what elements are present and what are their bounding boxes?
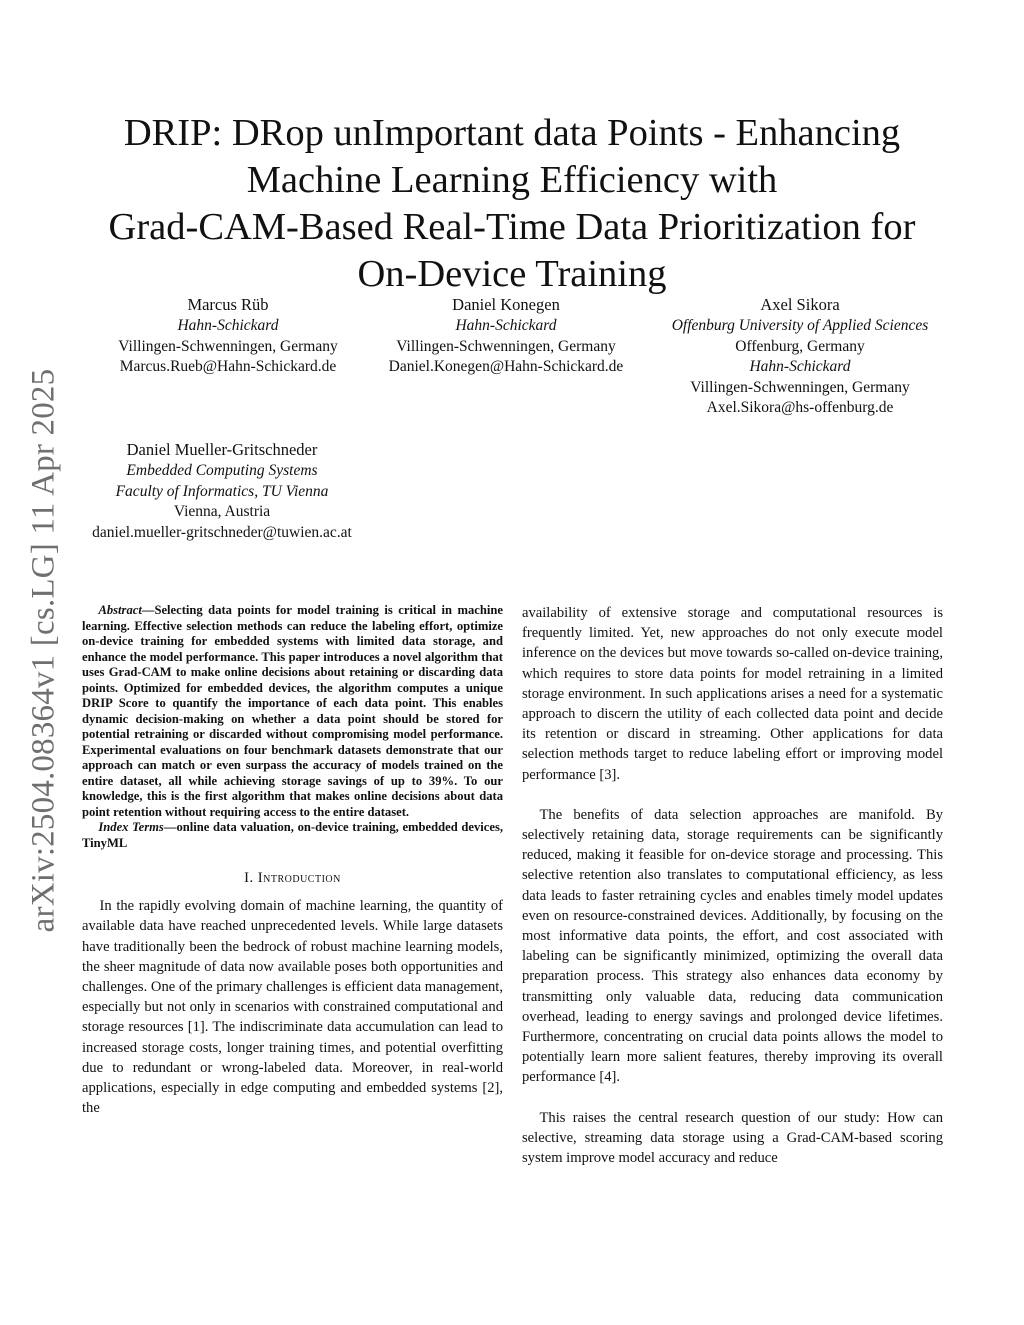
author-block — [366, 294, 646, 378]
left-column — [82, 603, 503, 1118]
author-name: Marcus Rüb — [187, 295, 269, 314]
author-affiliation: Embedded Computing Systems — [126, 462, 318, 479]
title-line: DRIP: DRop unImportant data Points - Enhancing — [123, 111, 901, 154]
author-affiliation: Hahn-Schickard — [177, 317, 279, 334]
title-line: Machine Learning Efficiency with — [246, 158, 778, 201]
author-email[interactable]: daniel.mueller-gritschneder@tuwien.ac.at — [92, 523, 352, 541]
title-line: On-Device Training — [357, 252, 667, 295]
right-column — [522, 603, 943, 1168]
arxiv-identifier-stamp[interactable] — [16, 355, 72, 945]
paper-title — [60, 110, 964, 298]
index-terms-label: Index Terms — [98, 820, 164, 834]
abstract — [82, 603, 503, 820]
author-location: Villingen-Schwenningen, Germany — [396, 337, 616, 355]
author-name: Daniel Konegen — [452, 295, 560, 314]
body-paragraph: availability of extensive storage and computational resources is frequently limited. Yet, new approaches do not only execute model inference on the devices but move towards so-called on-device training, which requires to store data points for model retraining in a limited storage environment. In such applications arises a need for a systematic approach to discern the utility of each collected data point and decide its retention or discard in streaming. Other applications for data selection methods target to reduce labeling effort or improving model performance [3]. — [522, 605, 943, 783]
author-location: Villingen-Schwenningen, Germany — [118, 337, 338, 355]
index-terms-text: —online data valuation, on-device training, embedded devices, TinyML — [82, 820, 503, 850]
author-block — [72, 439, 372, 543]
author-location: Villingen-Schwenningen, Germany — [690, 378, 910, 396]
section-heading-introduction: I. Introduction — [244, 870, 341, 886]
author-email[interactable]: Axel.Sikora@hs-offenburg.de — [706, 399, 894, 416]
title-line: Grad-CAM-Based Real-Time Data Prioritization for — [108, 205, 916, 248]
abstract-text: Selecting data points for model training is critical in machine learning. Effective selection methods can reduce the labeling effort, optimize on-device training for embedded systems with limited data storage, and enhance the model performance. This paper introduces a novel algorithm that uses Grad-CAM to make online decisions about retaining or discarding data points. Optimized for embedded devices, the algorithm computes a unique DRIP Score to quantify the importance of each data point. This enables dynamic decision-making on whether a data point should be stored for potential retraining or discarded without compromising model performance. Experimental evaluations on four benchmark datasets demonstrate that our approach can match or even surpass the accuracy of models trained on the entire dataset, all while achieving storage savings of up to 39%. To our knowledge, this is the first algorithm that makes online decisions about data point retention without requiring access to the entire dataset. — [82, 603, 503, 819]
author-location: Offenburg, Germany — [735, 337, 865, 355]
body-paragraph: The benefits of data selection approaches are manifold. By selectively retaining data, storage requirements can be significantly reduced, making it feasible for on-device storage and processing. This selective retention also translates to computational efficiency, as less data leads to faster retraining cycles and enables timely model updates even on resource-constrained devices. Additionally, by focusing on the most informative data points, the effort, and cost associated with labeling can be significantly minimized, optimizing the overall data preparation process. This strategy also enhances data economy by transmitting only valuable data, reducing data communication overhead, leading to energy savings and prolonged device lifetimes. Furthermore, concentrating on crucial data points allows the model to potentially learn more salient features, thereby improving its overall performance [4]. — [522, 806, 943, 1086]
index-terms — [82, 820, 503, 851]
author-email[interactable]: Marcus.Rueb@Hahn-Schickard.de — [119, 358, 337, 375]
body-paragraph: This raises the central research question of our study: How can selective, streaming data storage using a Grad-CAM-based scoring system improve model accuracy and reduce — [522, 1109, 943, 1167]
author-block — [650, 294, 950, 419]
author-affiliation: Faculty of Informatics, TU Vienna — [115, 482, 329, 500]
author-location: Vienna, Austria — [173, 503, 271, 520]
author-affiliation: Hahn-Schickard — [455, 317, 557, 334]
author-name: Daniel Mueller-Gritschneder — [126, 440, 318, 459]
author-affiliation: Hahn-Schickard — [749, 358, 851, 375]
intro-paragraph: In the rapidly evolving domain of machine learning, the quantity of available data have reached unprecedented levels. While large datasets have traditionally been the bedrock of robust machine learning models, the sheer magnitude of data now available poses both opportunities and challenges. One of the primary challenges is efficient data management, especially but not only in scenarios with constrained computational and storage resources [1]. The indiscriminate data accumulation can lead to increased storage costs, longer training times, and potential overfitting due to redundant or wrong-labeled data. Moreover, in real-world applications, especially in edge computing and embedded systems [2], the — [82, 898, 503, 1117]
author-block — [98, 294, 358, 378]
author-email[interactable]: Daniel.Konegen@Hahn-Schickard.de — [388, 358, 624, 375]
arxiv-identifier-text: arXiv:2504.08364v1 [cs.LG] 11 Apr 2025 — [25, 368, 62, 932]
author-affiliation: Offenburg University of Applied Sciences — [671, 317, 929, 334]
author-name: Axel Sikora — [760, 295, 840, 314]
abstract-label: Abstract— — [98, 603, 155, 617]
